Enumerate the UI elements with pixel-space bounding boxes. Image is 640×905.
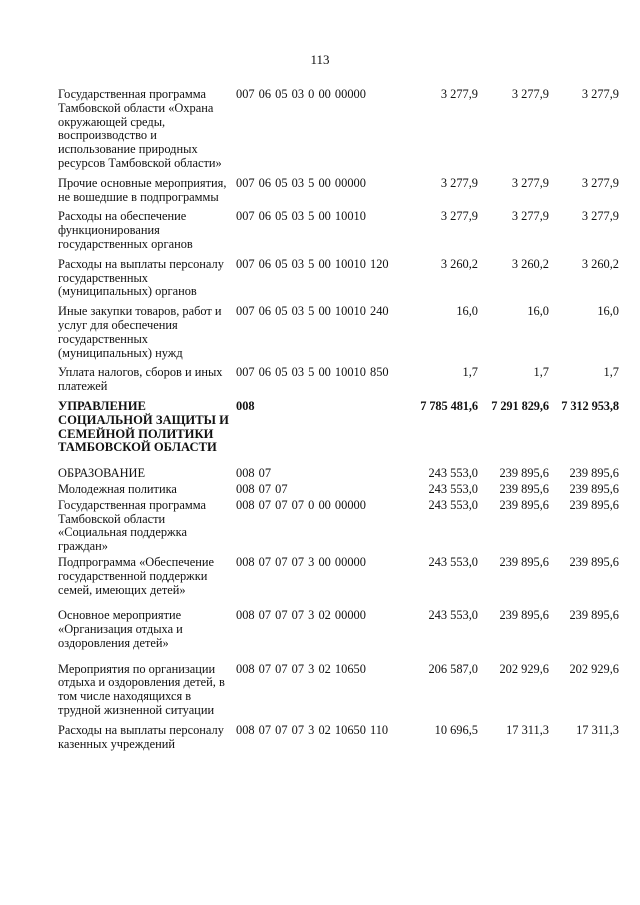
row-value-2: 7 291 829,6 xyxy=(491,398,549,413)
table-row xyxy=(58,467,628,481)
table-row xyxy=(58,366,628,394)
row-name: Основное мероприятие «Организация отдыха и оздоровления детей» xyxy=(58,608,183,650)
row-code: 008 07 07 07 3 02 10650 xyxy=(236,661,366,676)
row-code: 007 06 05 03 5 00 10010 120 xyxy=(236,256,389,271)
page-number: 113 xyxy=(310,52,330,67)
row-value-3: 239 895,6 xyxy=(569,554,619,569)
row-value-2: 239 895,6 xyxy=(499,466,549,481)
row-name: Уплата налогов, сборов и иных платежей xyxy=(58,365,223,394)
row-value-2: 3 277,9 xyxy=(511,175,549,190)
row-value-1: 243 553,0 xyxy=(428,497,478,512)
row-code: 008 xyxy=(236,398,255,413)
table-row xyxy=(58,210,628,251)
row-code: 007 06 05 03 5 00 10010 xyxy=(236,209,366,224)
row-value-2: 202 929,6 xyxy=(499,661,549,676)
row-value-3: 239 895,6 xyxy=(569,466,619,481)
table-row xyxy=(58,400,628,455)
table-row xyxy=(58,88,628,171)
row-value-1: 243 553,0 xyxy=(428,554,478,569)
row-name: Расходы на обеспечение функционирования государственных органов xyxy=(58,209,193,251)
row-code: 007 06 05 03 0 00 00000 xyxy=(236,87,366,101)
row-value-2: 16,0 xyxy=(527,304,549,319)
row-value-3: 239 895,6 xyxy=(569,608,619,623)
row-name: Государственная программа Тамбовской области «Охрана окружающей среды, воспроизводство и использование природных ресурсов Тамбовской области» xyxy=(58,87,222,170)
row-code: 007 06 05 03 5 00 10010 850 xyxy=(236,365,389,380)
row-code: 007 06 05 03 5 00 00000 xyxy=(236,175,366,190)
row-value-3: 239 895,6 xyxy=(569,497,619,512)
row-name: ОБРАЗОВАНИЕ xyxy=(58,466,146,481)
table-row xyxy=(58,258,628,299)
row-value-3: 3 277,9 xyxy=(581,87,619,101)
row-value-3: 17 311,3 xyxy=(576,722,619,737)
table-row xyxy=(58,483,628,497)
row-name: УПРАВЛЕНИЕ СОЦИАЛЬНОЙ ЗАЩИТЫ И СЕМЕЙНОЙ ПОЛИТИКИ ТАМБОВСКОЙ ОБЛАСТИ xyxy=(58,398,229,455)
row-name: Иные закупки товаров, работ и услуг для обеспечения государственных (муниципальных) нужд xyxy=(58,304,222,360)
row-name: Государственная программа Тамбовской области «Социальная поддержка граждан» xyxy=(58,497,206,554)
row-value-3: 239 895,6 xyxy=(569,481,619,496)
row-value-1: 10 696,5 xyxy=(434,722,478,737)
row-code: 008 07 07 07 3 02 00000 xyxy=(236,608,366,623)
row-value-3: 3 277,9 xyxy=(581,175,619,190)
row-name: Мероприятия по организации отдыха и оздоровления детей, в том числе находящихся в трудной жизненной ситуации xyxy=(58,661,225,718)
table-row xyxy=(58,305,628,360)
row-value-1: 16,0 xyxy=(456,304,478,319)
row-value-2: 239 895,6 xyxy=(499,608,549,623)
row-value-2: 1,7 xyxy=(533,365,549,380)
table-row xyxy=(58,724,628,752)
row-value-1: 3 277,9 xyxy=(440,209,478,224)
row-name: Молодежная политика xyxy=(58,481,177,496)
row-code: 008 07 07 xyxy=(236,481,288,496)
row-code: 008 07 xyxy=(236,466,272,481)
row-value-3: 3 260,2 xyxy=(581,256,619,271)
row-value-3: 1,7 xyxy=(603,365,619,380)
row-value-1: 243 553,0 xyxy=(428,608,478,623)
row-value-1: 3 277,9 xyxy=(440,175,478,190)
row-value-1: 7 785 481,6 xyxy=(420,398,478,413)
table-row xyxy=(58,499,628,554)
row-value-3: 7 312 953,8 xyxy=(561,398,619,413)
row-name: Прочие основные мероприятия, не вошедшие в подпрограммы xyxy=(58,175,227,204)
row-value-3: 202 929,6 xyxy=(569,661,619,676)
row-value-1: 243 553,0 xyxy=(428,466,478,481)
row-value-2: 239 895,6 xyxy=(499,497,549,512)
table-row xyxy=(58,663,628,718)
row-value-2: 17 311,3 xyxy=(506,722,549,737)
row-value-2: 3 277,9 xyxy=(511,87,549,101)
row-value-2: 239 895,6 xyxy=(499,554,549,569)
row-name: Расходы на выплаты персоналу казенных учреждений xyxy=(58,722,224,751)
row-value-3: 16,0 xyxy=(597,304,619,319)
row-value-2: 239 895,6 xyxy=(499,481,549,496)
row-value-1: 3 277,9 xyxy=(440,87,478,101)
row-name: Подпрограмма «Обеспечение государственной поддержки семей, имеющих детей» xyxy=(58,554,214,597)
table-row xyxy=(58,609,628,650)
row-value-1: 3 260,2 xyxy=(440,256,478,271)
row-code: 007 06 05 03 5 00 10010 240 xyxy=(236,304,389,319)
row-value-3: 3 277,9 xyxy=(581,209,619,224)
budget-table xyxy=(58,88,628,751)
row-code: 008 07 07 07 3 00 00000 xyxy=(236,554,366,569)
row-code: 008 07 07 07 0 00 00000 xyxy=(236,497,366,512)
row-value-2: 3 260,2 xyxy=(511,256,549,271)
table-row xyxy=(58,177,628,205)
row-code: 008 07 07 07 3 02 10650 110 xyxy=(236,722,389,737)
row-value-1: 206 587,0 xyxy=(428,661,478,676)
row-name: Расходы на выплаты персоналу государственных (муниципальных) органов xyxy=(58,256,224,299)
table-row xyxy=(58,556,628,597)
row-value-1: 1,7 xyxy=(462,365,478,380)
row-value-2: 3 277,9 xyxy=(511,209,549,224)
row-value-1: 243 553,0 xyxy=(428,481,478,496)
